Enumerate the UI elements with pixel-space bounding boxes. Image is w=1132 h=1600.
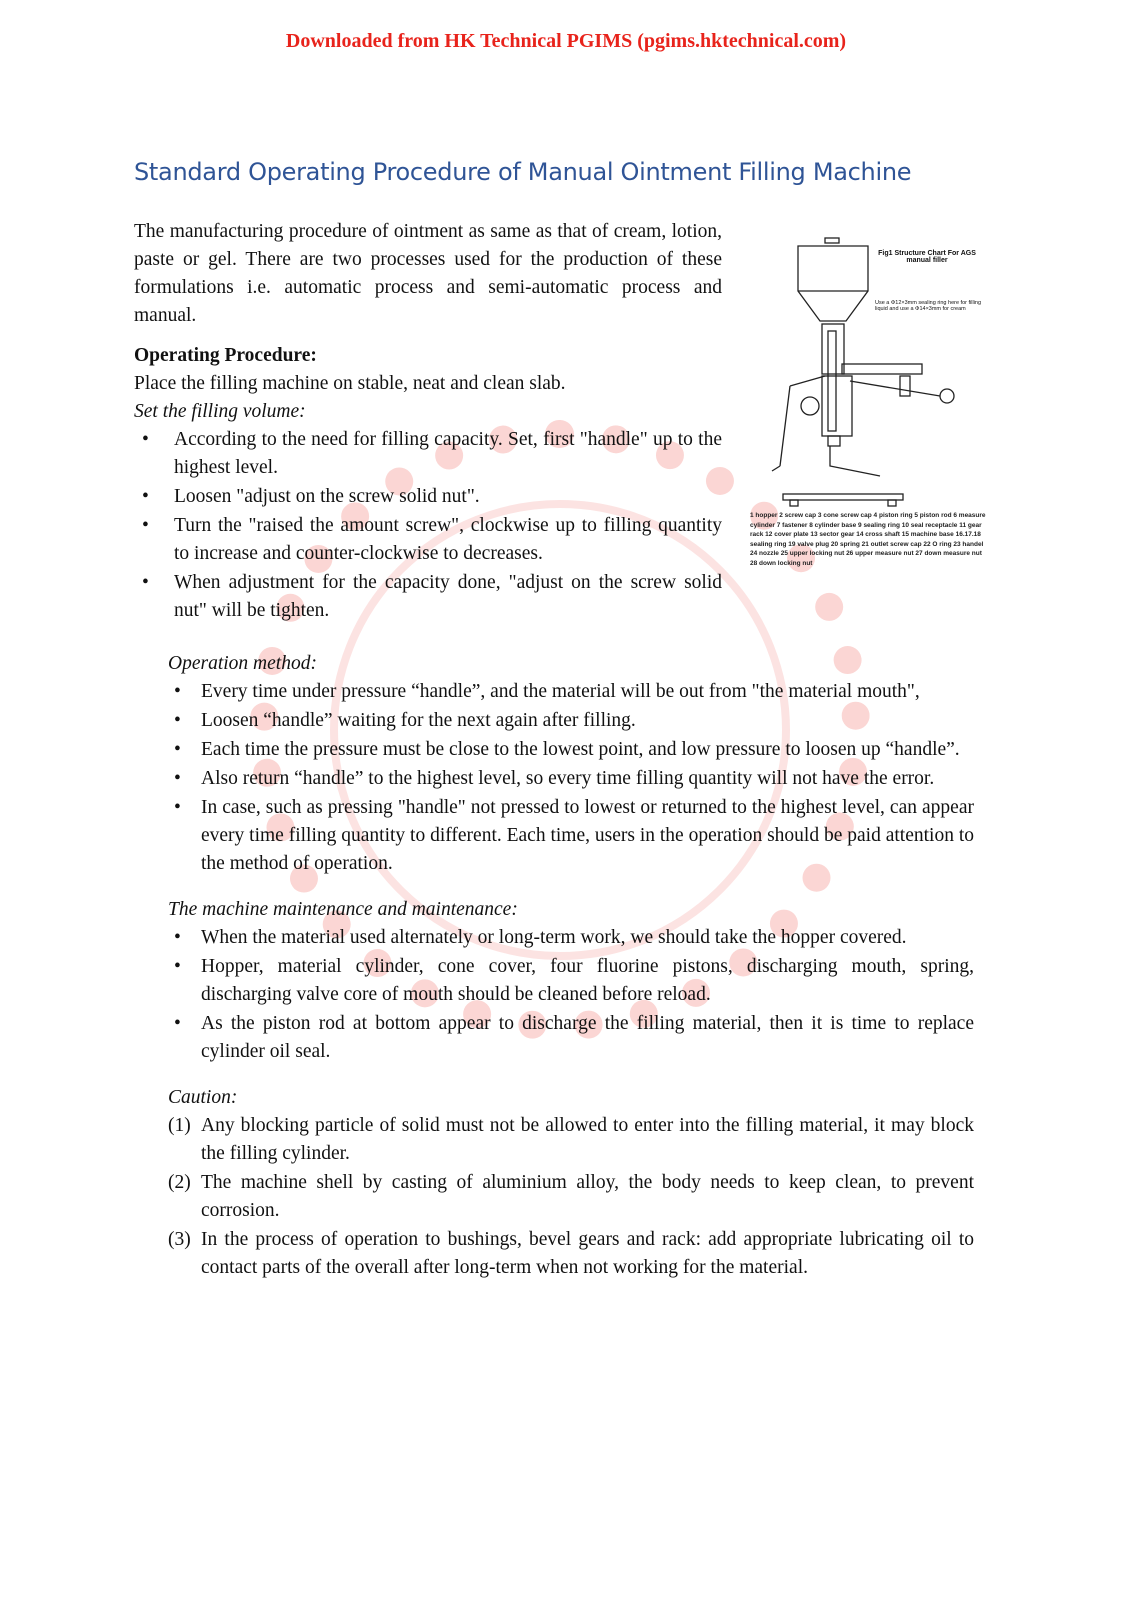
list-item xyxy=(168,1169,974,1225)
list-item: • According to the need for filling capacity. Set, first "handle" up to the highest level. xyxy=(134,426,722,482)
set-volume-heading: Set the filling volume: xyxy=(134,401,306,422)
machine-figure xyxy=(750,236,990,568)
caution-list xyxy=(168,1112,974,1282)
list-item: • In case, such as pressing "handle" not pressed to lowest or returned to the highest level, can appear every time filling quantity to different. Each time, users in the operation should be paid attention to the method of operation. xyxy=(168,794,974,878)
item-number: (1) xyxy=(168,1115,191,1136)
operating-text: Place the filling machine on stable, neat and clean slab. xyxy=(134,373,566,394)
list-item: • Hopper, material cylinder, cone cover, four fluorine pistons, discharging mouth, spring, discharging valve core of mouth should be cleaned before reload. xyxy=(168,953,974,1009)
list-item: • Every time under pressure “handle”, and the material will be out from "the material mouth", xyxy=(168,678,974,706)
item-text: The machine shell by casting of aluminium alloy, the body needs to keep clean, to prevent corrosion. xyxy=(201,1172,974,1221)
maintenance-heading: The machine maintenance and maintenance: xyxy=(168,899,518,920)
item-number: (3) xyxy=(168,1229,191,1250)
page-title: Standard Operating Procedure of Manual Ointment Filling Machine xyxy=(134,158,912,186)
machine-diagram xyxy=(750,236,990,511)
figure-caption: 1 hopper 2 screw cap 3 cone screw cap 4 piston ring 5 piston rod 6 measure cylinder 7 fastener 8 cylinder base 9 sealing ring 10 seal receptacle 11 gear rack 12 cover plate 13 sector gear 14 cross shaft 15 machine base 16.17.18 sealing ring 19 valve plug 20 spring 21 outlet screw cap 22 O ring 23 handel 24 nozzle 25 upper locking nut 26 upper measure nut 27 down measure nut 28 down locking nut xyxy=(750,512,986,567)
operation-list xyxy=(168,678,974,878)
item-text: Any blocking particle of solid must not be allowed to enter into the filling material, it may block the filling cylinder. xyxy=(201,1115,974,1164)
list-item: • Loosen "adjust on the screw solid nut". xyxy=(134,483,722,511)
intro-column xyxy=(134,218,722,626)
set-volume-list xyxy=(134,426,722,625)
item-text: In the process of operation to bushings, bevel gears and rack: add appropriate lubricating oil to contact parts of the overall after long-term when not working for the material. xyxy=(201,1229,974,1278)
list-item: • Also return “handle” to the highest level, so every time filling quantity will not have the error. xyxy=(168,765,974,793)
list-item: • When the material used alternately or long-term work, we should take the hopper covered. xyxy=(168,924,974,952)
download-banner: Downloaded from HK Technical PGIMS (pgims.hktechnical.com) xyxy=(285,30,847,52)
operating-heading: Operating Procedure: xyxy=(134,345,317,366)
intro-paragraph: The manufacturing procedure of ointment as same as that of cream, lotion, paste or gel. There are two processes used for the production of these formulations i.e. automatic process and semi-automatic process and manual. xyxy=(134,221,722,326)
caution-heading: Caution: xyxy=(168,1087,238,1108)
list-item: • As the piston rod at bottom appear to discharge the filling material, then it is time to replace cylinder oil seal. xyxy=(168,1010,974,1066)
main-column xyxy=(168,650,974,1283)
list-item xyxy=(168,1112,974,1168)
list-item: • Each time the pressure must be close to the lowest point, and low pressure to loosen up “handle”. xyxy=(168,736,974,764)
figure-title: Fig1 Structure Chart For AGS manual filler xyxy=(878,250,976,264)
figure-note: Use a Φ12×3mm sealing ring here for filling liquid and use a Φ14×3mm for cream xyxy=(875,300,982,312)
list-item: • Turn the "raised the amount screw", clockwise up to filling quantity to increase and counter-clockwise to decreases. xyxy=(134,512,722,568)
item-number: (2) xyxy=(168,1172,191,1193)
maintenance-list xyxy=(168,924,974,1066)
list-item: • When adjustment for the capacity done, "adjust on the screw solid nut" will be tighten. xyxy=(134,569,722,625)
operation-heading: Operation method: xyxy=(168,653,317,674)
list-item: • Loosen “handle” waiting for the next again after filling. xyxy=(168,707,974,735)
list-item xyxy=(168,1226,974,1282)
